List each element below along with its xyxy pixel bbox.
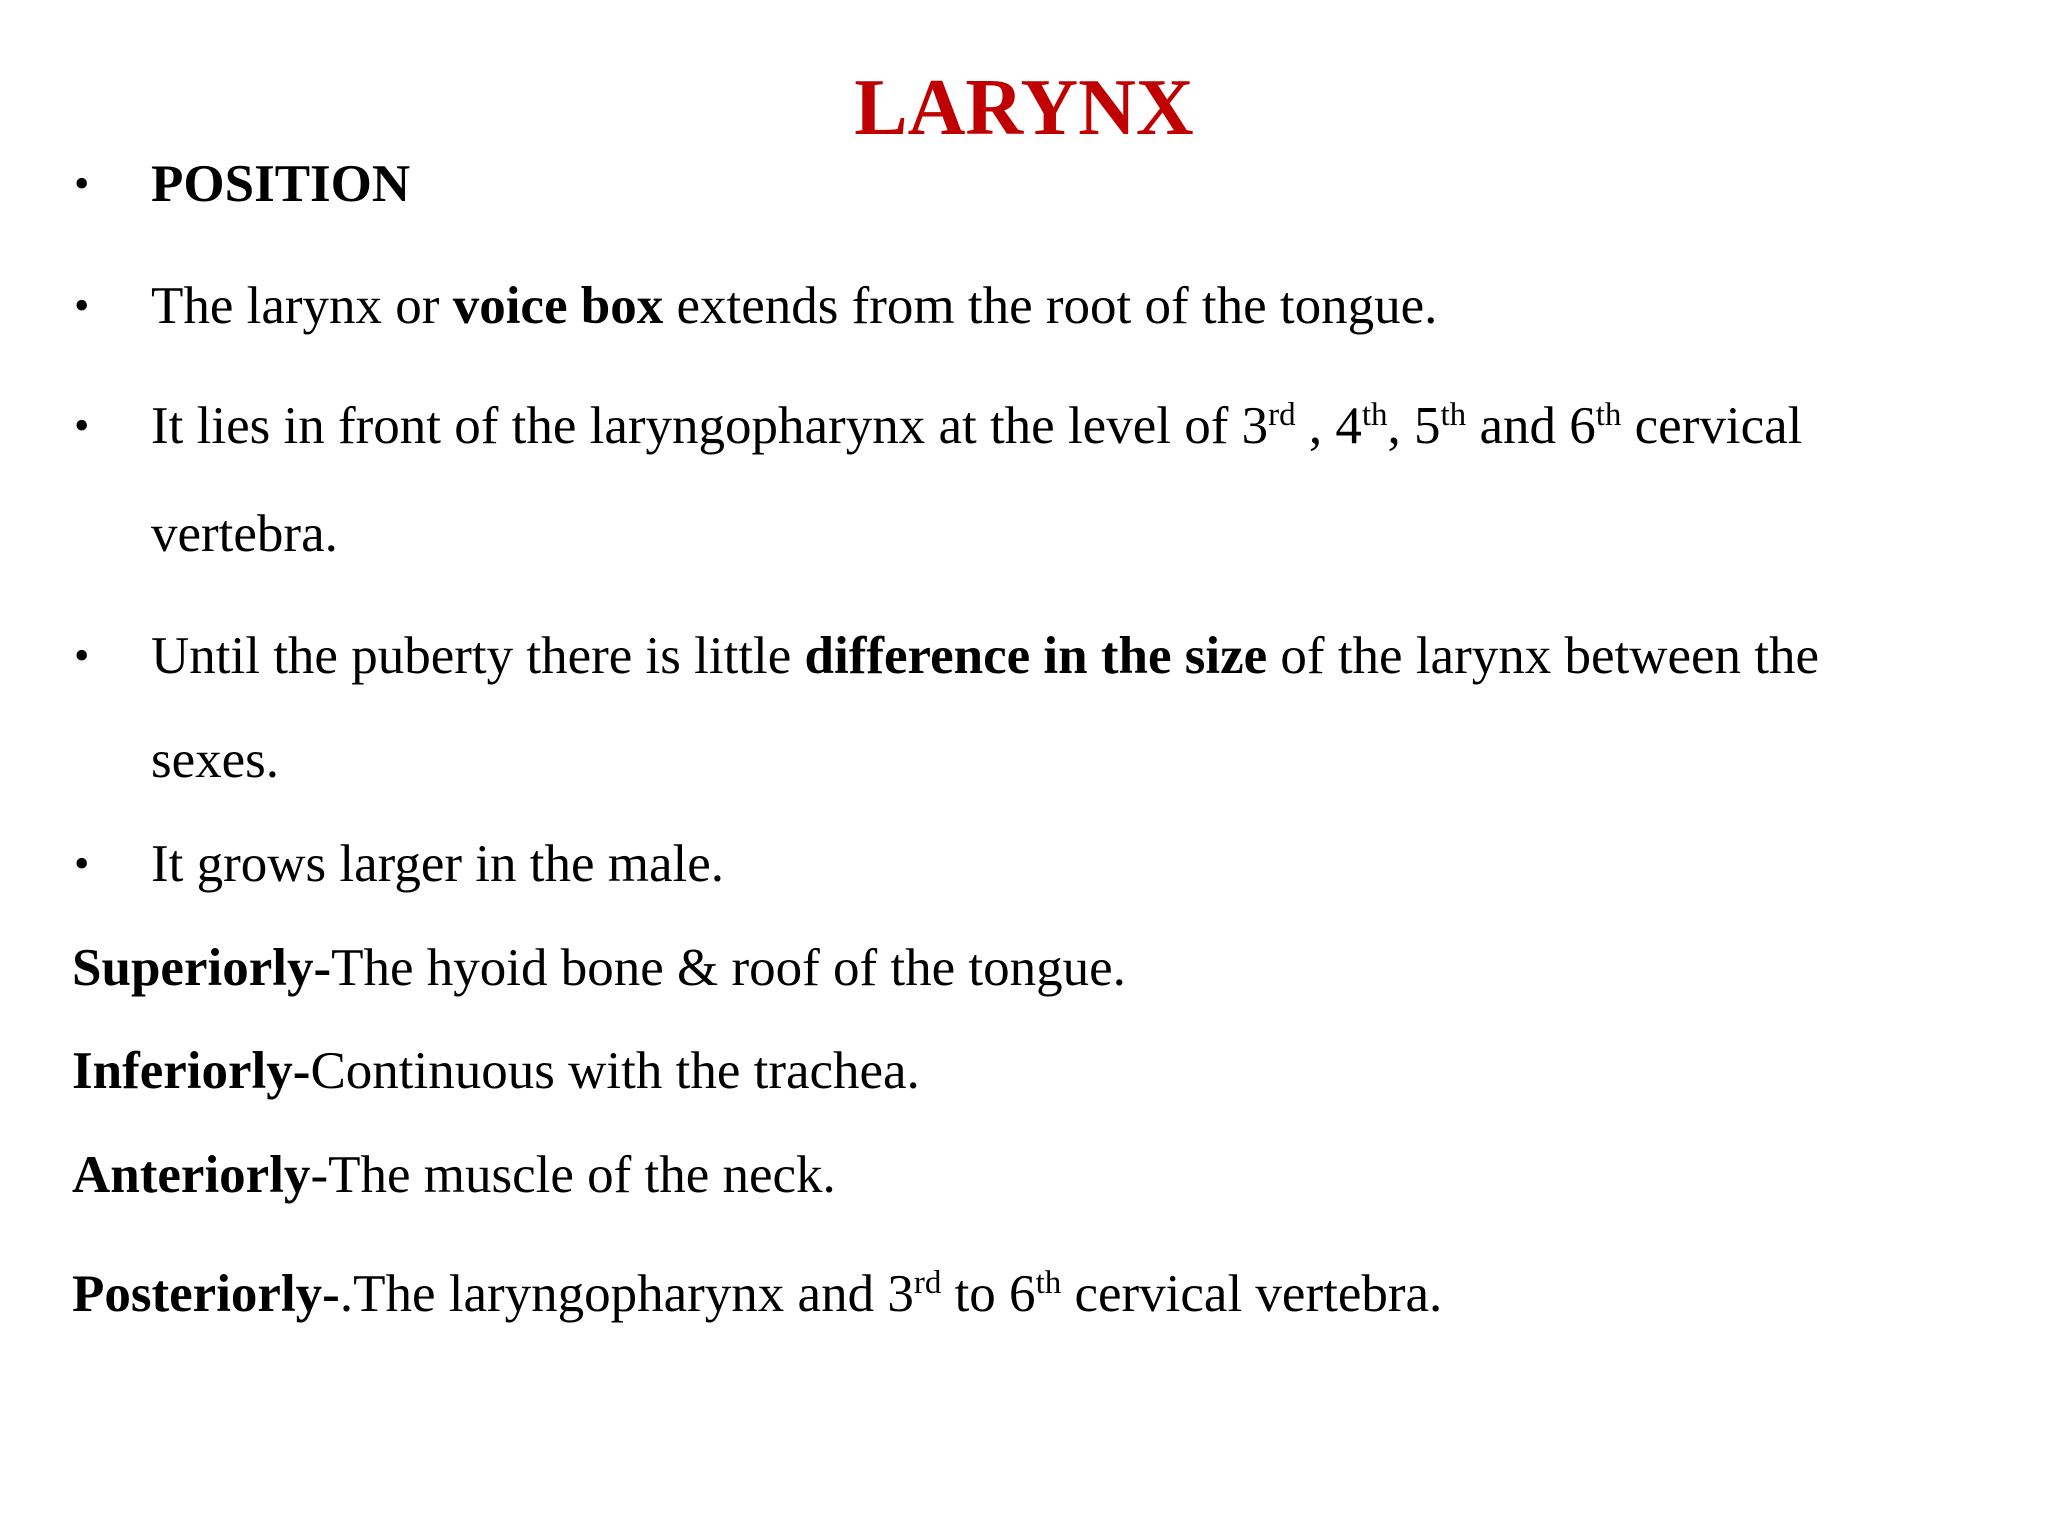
bullet-dot: • — [74, 839, 90, 888]
bullet-dot: • — [74, 281, 90, 330]
heading-position: POSITION — [151, 155, 411, 213]
bullet-dot: • — [74, 401, 90, 450]
slide-title: LARYNX — [854, 64, 1194, 152]
bullet-dot: • — [74, 159, 90, 208]
bullet-dot: • — [74, 631, 90, 680]
slide: LARYNX • POSITION • The larynx or voice box extends from the root of the tongue. • It lies in front of the laryngopharynx at the level of 3rd , 4th, 5th and 6th cervical vertebra. • Until the puberty there is little difference in the size of the larynx between the sexes. • It grows larger in the male. Superiorly-The hyoid bone & roof of the tongue. Inferiorly-Continuous with the trachea. Anteriorly-The muscle of the neck. Posteriorly-.The laryngopharynx and 3rd to 6th cervical vertebra. — [0, 0, 2048, 1536]
